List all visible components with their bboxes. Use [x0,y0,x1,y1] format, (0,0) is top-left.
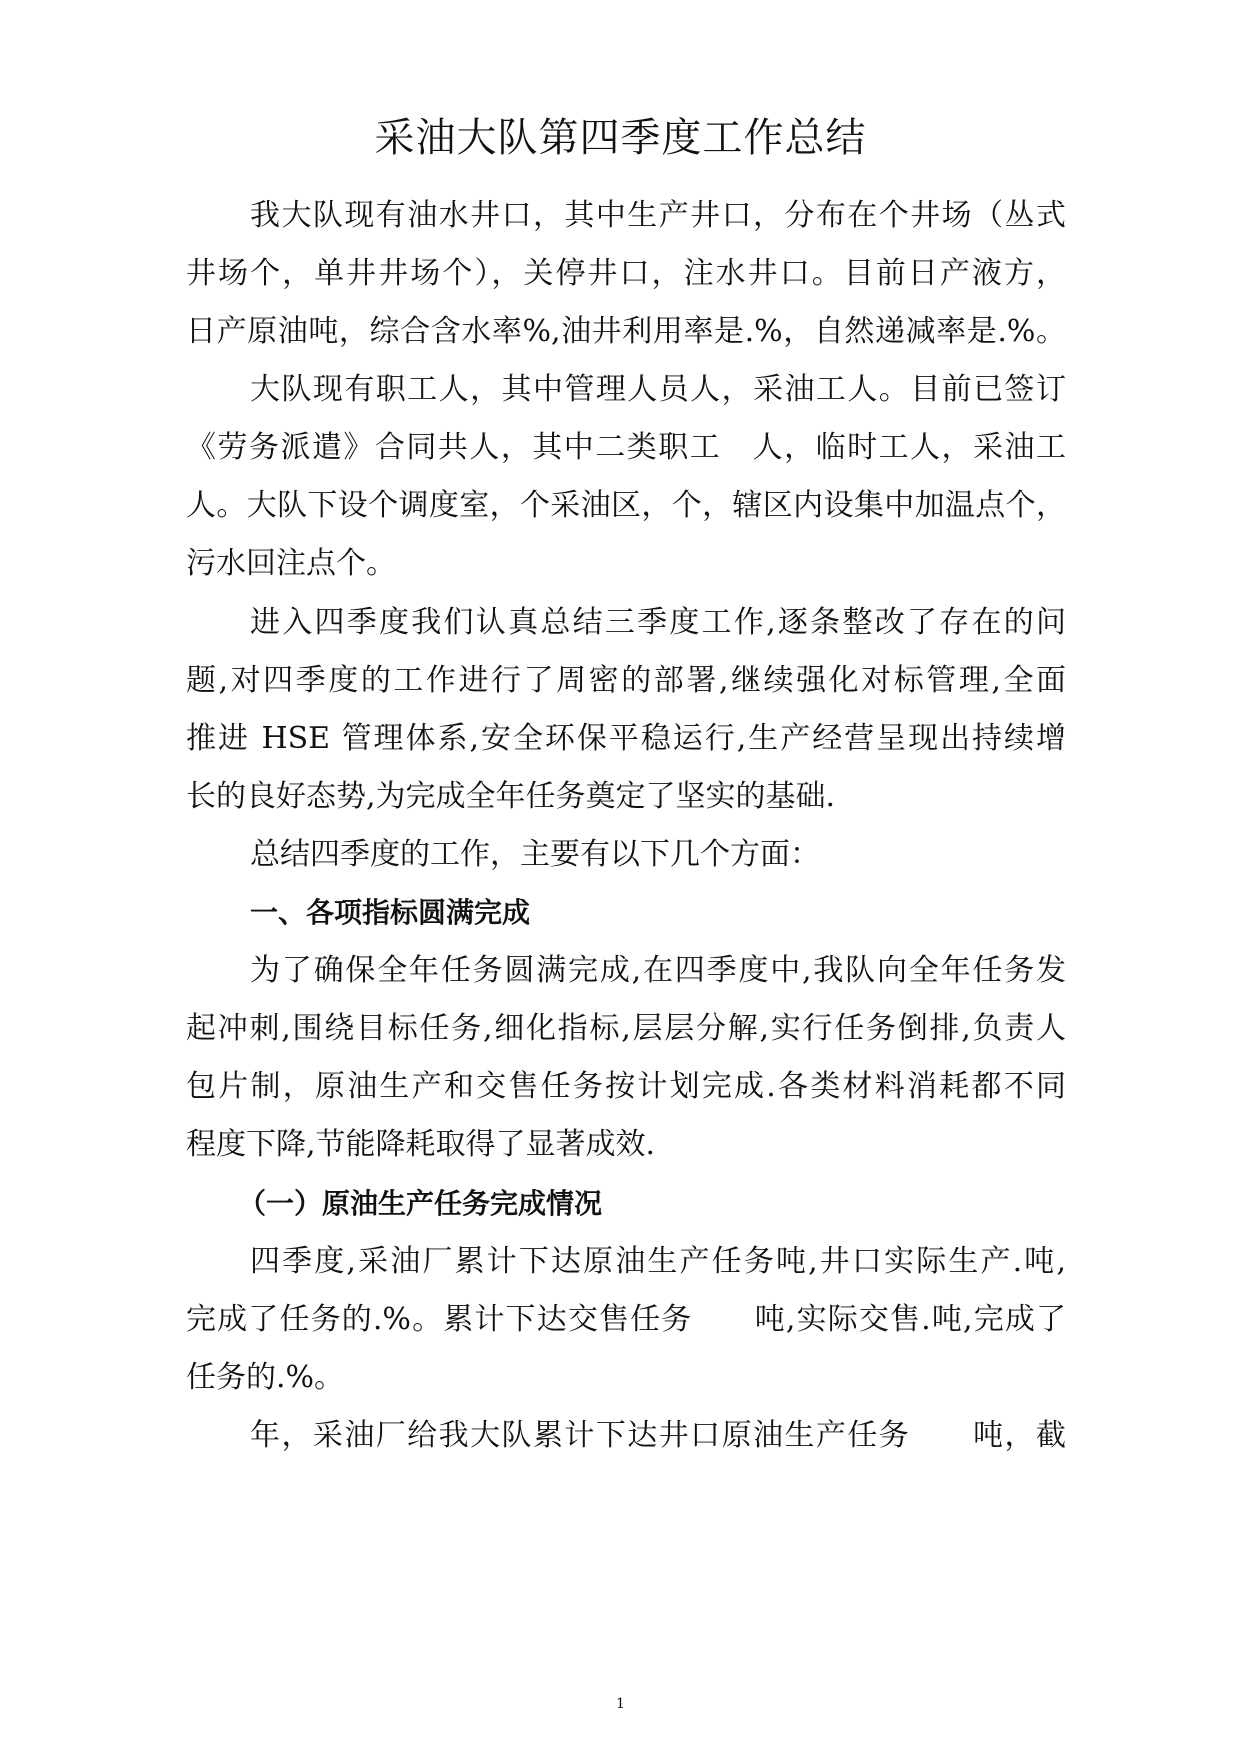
paragraph-line: 程度下降,节能降耗取得了显著成效. [186,1127,656,1162]
section-heading: 一、各项指标圆满完成 [250,896,531,929]
page-number: 1 [616,1696,625,1712]
paragraph-line: 污水回注点个。 [186,546,396,581]
paragraph-line: 人。大队下设个调度室，个采油区，个，辖区内设集中加温点个， [186,488,1066,523]
paragraph-line: 包片制，原油生产和交售任务按计划完成.各类材料消耗都不同 [186,1069,1066,1104]
paragraph-line: 题,对四季度的工作进行了周密的部署,继续强化对标管理,全面 [186,663,1066,698]
paragraph-line: 井场个，单井井场个），关停井口，注水井口。目前日产液方， [186,256,1066,291]
paragraph-line: 起冲刺,围绕目标任务,细化指标,层层分解,实行任务倒排,负责人 [186,1011,1066,1046]
paragraph-line: 完成了任务的.%。累计下达交售任务 吨,实际交售.吨,完成了 [186,1302,1066,1337]
document-title: 采油大队第四季度工作总结 [374,115,867,161]
paragraph-line: 日产原油吨，综合含水率%,油井利用率是.%，自然递减率是.%。 [186,314,1066,349]
paragraph-line: 任务的.%。 [186,1360,345,1395]
paragraph-line: 我大队现有油水井口，其中生产井口，分布在个井场（丛式 [250,198,1066,233]
paragraph-line: 总结四季度的工作，主要有以下几个方面： [250,837,820,872]
paragraph-line: 为了确保全年任务圆满完成,在四季度中,我队向全年任务发 [250,953,1066,988]
paragraph-line: 《劳务派遣》合同共人，其中二类职工 人，临时工人，采油工 [186,430,1066,465]
subsection-heading: （一）原油生产任务完成情况 [238,1187,603,1220]
paragraph-line: 推进 HSE 管理体系,安全环保平稳运行,生产经营呈现出持续增 [186,721,1066,756]
paragraph-line: 进入四季度我们认真总结三季度工作,逐条整改了存在的问 [250,605,1066,640]
paragraph-line: 长的良好态势,为完成全年任务奠定了坚实的基础. [186,779,836,814]
paragraph-line: 年，采油厂给我大队累计下达井口原油生产任务 吨，截 [250,1418,1066,1453]
paragraph-line: 四季度,采油厂累计下达原油生产任务吨,井口实际生产.吨, [250,1244,1066,1279]
paragraph-line: 大队现有职工人，其中管理人员人，采油工人。目前已签订 [250,372,1066,407]
